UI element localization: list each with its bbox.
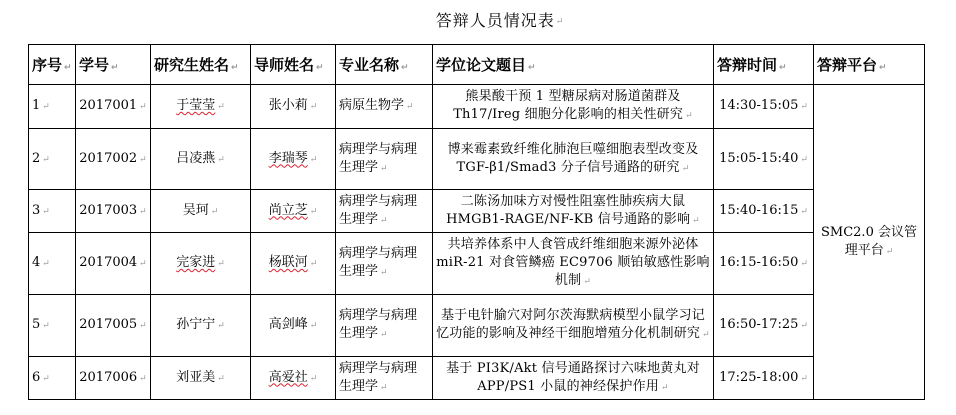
paragraph-mark-icon: ↵ [885, 246, 894, 257]
paragraph-mark-icon: ↵ [210, 206, 219, 217]
paragraph-mark-icon: ↵ [309, 154, 318, 165]
paragraph-mark-icon: ↵ [217, 321, 225, 331]
paragraph-mark-icon: ↵ [879, 63, 887, 73]
cell-student-name [151, 357, 251, 400]
paragraph-mark-icon: ↵ [779, 63, 787, 73]
paragraph-mark-icon: ↵ [380, 215, 388, 226]
cell-text: 5 [32, 317, 41, 332]
cell-text: 15:05-15:40 [719, 150, 799, 166]
paragraph-mark-icon: ↵ [309, 206, 318, 217]
cell-text: 17:25-18:00 [719, 369, 799, 385]
paragraph-mark-icon: ↵ [139, 154, 147, 165]
cell-text: 高剑峰 [268, 317, 308, 332]
paragraph-mark-icon: ↵ [380, 330, 388, 340]
cell-text: 孙宁宁 [176, 317, 216, 332]
cell-text: 共培养体系中人食管成纤维细胞来源外泌体 miR-21 对食管鳞癌 EC9706 顺铂敏感性影响机制 [436, 237, 710, 288]
paragraph-mark-icon: ↵ [309, 102, 318, 112]
cell-text: 答辩时间 [717, 56, 778, 74]
cell-text: 学位论文题目 [436, 56, 527, 74]
cell-platform [814, 85, 925, 400]
cell-student-name [151, 190, 251, 233]
cell-thesis-title [433, 129, 714, 190]
cell-text: 2017004 [79, 255, 138, 270]
cell-defense-time [714, 295, 814, 357]
header-major [336, 45, 433, 85]
paragraph-mark-icon: ↵ [139, 102, 147, 112]
paragraph-mark-icon: ↵ [583, 277, 592, 287]
paragraph-mark-icon: ↵ [681, 163, 690, 174]
cell-text: 14:30-15:05 [719, 98, 799, 113]
cell-text: 尚立芝 [268, 202, 308, 218]
cell-no [29, 295, 76, 357]
cell-text: 16:15-16:50 [719, 255, 799, 270]
paragraph-mark-icon: ↵ [309, 321, 318, 331]
cell-text: 答辩平台 [817, 56, 878, 74]
paragraph-mark-icon: ↵ [660, 382, 669, 393]
cell-no [29, 190, 76, 233]
cell-major [336, 85, 433, 129]
table-row [29, 85, 925, 129]
cell-text: 序号 [32, 56, 63, 74]
cell-student-id [76, 295, 151, 357]
cell-student-name [151, 129, 251, 190]
cell-text: 病理学与病理生理学 [339, 141, 418, 175]
cell-thesis-title [433, 233, 714, 295]
table-row [29, 129, 925, 190]
cell-advisor-name [251, 295, 336, 357]
cell-major [336, 190, 433, 233]
cell-text: 李瑞琴 [268, 150, 308, 166]
paragraph-mark-icon: ↵ [800, 259, 808, 269]
header-thesis-title [433, 45, 714, 85]
paragraph-mark-icon: ↵ [309, 259, 318, 269]
cell-advisor-name [251, 85, 336, 129]
cell-defense-time [714, 129, 814, 190]
defense-table [28, 44, 925, 400]
paragraph-mark-icon: ↵ [528, 63, 536, 73]
cell-text: 15:40-16:15 [719, 202, 799, 218]
cell-text: 学号 [79, 56, 110, 74]
paragraph-mark-icon: ↵ [42, 206, 50, 217]
paragraph-mark-icon: ↵ [380, 382, 388, 393]
paragraph-mark-icon: ↵ [42, 373, 50, 384]
cell-text: 2017005 [79, 317, 138, 332]
paragraph-mark-icon: ↵ [380, 163, 388, 174]
cell-thesis-title [433, 190, 714, 233]
table-row [29, 233, 925, 295]
paragraph-mark-icon: ↵ [42, 102, 50, 112]
cell-thesis-title [433, 357, 714, 400]
header-no [29, 45, 76, 85]
cell-advisor-name [251, 129, 336, 190]
paragraph-mark-icon: ↵ [800, 321, 808, 331]
cell-text: 熊果酸干预 1 型糖尿病对肠道菌群及 Th17/Ireg 细胞分化影响的相关性研究 [453, 89, 684, 122]
paragraph-mark-icon: ↵ [800, 373, 808, 384]
cell-advisor-name [251, 190, 336, 233]
cell-text: 病原生物学 [339, 98, 405, 113]
table-body [29, 45, 925, 400]
paragraph-mark-icon: ↵ [555, 16, 565, 27]
paragraph-mark-icon: ↵ [139, 321, 147, 331]
cell-student-id [76, 190, 151, 233]
cell-text: 高爱社 [268, 369, 308, 385]
cell-text: 杨联河 [268, 255, 308, 270]
paragraph-mark-icon: ↵ [685, 111, 693, 121]
paragraph-mark-icon: ↵ [316, 63, 324, 73]
cell-defense-time [714, 233, 814, 295]
cell-student-id [76, 129, 151, 190]
cell-defense-time [714, 190, 814, 233]
cell-student-name [151, 233, 251, 295]
header-row [29, 45, 925, 85]
cell-text: 二陈汤加味方对慢性阻塞性肺疾病大鼠 HMGB1-RAGE/NF-ΚB 信号通路的影响 [446, 193, 691, 227]
paragraph-mark-icon: ↵ [217, 102, 225, 112]
cell-text: 4 [32, 255, 41, 270]
cell-text: 2017001 [79, 98, 138, 113]
header-defense-time [714, 45, 814, 85]
document-title [0, 8, 956, 31]
cell-text: 2017002 [79, 150, 138, 166]
cell-text: 研究生姓名 [154, 56, 230, 74]
cell-major [336, 295, 433, 357]
cell-text: 2017006 [79, 369, 138, 385]
table-row [29, 190, 925, 233]
cell-no [29, 129, 76, 190]
title-text: 答辩人员情况表 [435, 11, 555, 30]
paragraph-mark-icon: ↵ [139, 206, 147, 217]
cell-text: 3 [32, 202, 41, 218]
cell-text: 基于 PI3K/Akt 信号通路探讨六味地黄丸对 APP/PS1 小鼠的神经保护作用 [446, 360, 700, 394]
paragraph-mark-icon: ↵ [64, 63, 72, 73]
table-row [29, 295, 925, 357]
cell-text: 张小莉 [268, 98, 308, 113]
paragraph-mark-icon: ↵ [217, 373, 225, 384]
paragraph-mark-icon: ↵ [692, 215, 700, 226]
paragraph-mark-icon: ↵ [406, 102, 414, 112]
cell-student-name [151, 295, 251, 357]
paragraph-mark-icon: ↵ [401, 63, 409, 73]
cell-defense-time [714, 357, 814, 400]
cell-text: 专业名称 [339, 56, 400, 74]
cell-major [336, 233, 433, 295]
cell-student-id [76, 233, 151, 295]
paragraph-mark-icon: ↵ [800, 154, 808, 165]
paragraph-mark-icon: ↵ [231, 63, 239, 73]
paragraph-mark-icon: ↵ [309, 373, 318, 384]
cell-text: 病理学与病理生理学 [339, 360, 418, 394]
cell-student-name [151, 85, 251, 129]
header-advisor-name [251, 45, 336, 85]
cell-major [336, 129, 433, 190]
paragraph-mark-icon: ↵ [42, 259, 50, 269]
cell-text: 吕凌燕 [176, 150, 216, 166]
paragraph-mark-icon: ↵ [42, 154, 50, 165]
cell-text: 病理学与病理生理学 [339, 193, 418, 227]
cell-advisor-name [251, 357, 336, 400]
table-row [29, 357, 925, 400]
cell-text: 16:50-17:25 [719, 317, 799, 332]
cell-text: 病理学与病理生理学 [339, 246, 418, 279]
cell-advisor-name [251, 233, 336, 295]
cell-no [29, 233, 76, 295]
paragraph-mark-icon: ↵ [702, 330, 710, 340]
cell-student-id [76, 85, 151, 129]
cell-no [29, 85, 76, 129]
cell-text: 导师姓名 [254, 56, 315, 74]
paragraph-mark-icon: ↵ [380, 268, 388, 278]
cell-text: 6 [32, 369, 41, 385]
paragraph-mark-icon: ↵ [139, 373, 147, 384]
header-platform [814, 45, 925, 85]
paragraph-mark-icon: ↵ [111, 63, 119, 73]
cell-defense-time [714, 85, 814, 129]
paragraph-mark-icon: ↵ [139, 259, 147, 269]
cell-text: 基于电针腧穴对阿尔茨海默病模型小鼠学习记忆功能的影响及神经干细胞增殖分化机制研究 [436, 308, 705, 341]
cell-thesis-title [433, 295, 714, 357]
cell-text: 2017003 [79, 202, 138, 218]
cell-text: 刘亚美 [176, 369, 216, 385]
paragraph-mark-icon: ↵ [800, 102, 808, 112]
header-student-id [76, 45, 151, 85]
cell-text: 1 [32, 98, 41, 113]
paragraph-mark-icon: ↵ [217, 259, 225, 269]
cell-major [336, 357, 433, 400]
paragraph-mark-icon: ↵ [42, 321, 50, 331]
cell-text: SMC2.0 会议管理平台 [821, 224, 917, 258]
paragraph-mark-icon: ↵ [800, 206, 808, 217]
cell-student-id [76, 357, 151, 400]
cell-text: 2 [32, 150, 41, 166]
cell-text: 吴珂 [182, 202, 209, 218]
cell-thesis-title [433, 85, 714, 129]
cell-text: 博来霉素致纤维化肺泡巨噬细胞表型改变及 TGF-β1/Smad3 分子信号通路的研究 [447, 141, 699, 175]
header-student-name [151, 45, 251, 85]
cell-text: 病理学与病理生理学 [339, 308, 418, 341]
cell-no [29, 357, 76, 400]
cell-text: 于莹莹 [176, 98, 216, 113]
paragraph-mark-icon: ↵ [217, 154, 225, 165]
cell-text: 完家进 [176, 255, 216, 270]
